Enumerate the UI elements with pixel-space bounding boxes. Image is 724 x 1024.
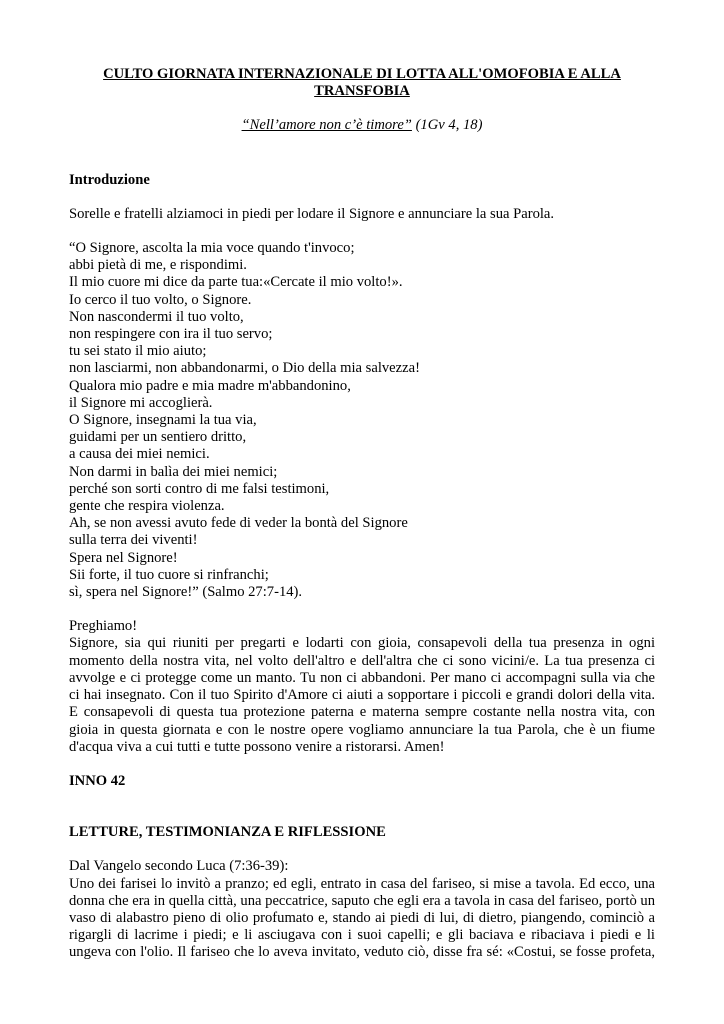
- psalm-line: O Signore, insegnami la tua via,: [69, 412, 257, 429]
- prayer-text: [69, 635, 655, 738]
- psalm-line: sulla terra dei viventi!: [69, 532, 198, 549]
- gospel-text: [69, 876, 655, 962]
- gospel-line: donna che era in quella città, una peccatrice, saputo che egli era a tavola in casa del fariseo, portò un: [69, 892, 655, 909]
- gospel-reference: Dal Vangelo secondo Luca (7:36-39):: [69, 858, 289, 875]
- psalm-line: gente che respira violenza.: [69, 498, 225, 515]
- psalm-line: Spera nel Signore!: [69, 549, 178, 566]
- psalm-line: abbi pietà di me, e rispondimi.: [69, 257, 247, 274]
- prayer-line: Signore, sia qui riuniti per pregarti e lodarti con gioia, consapevoli della tua presenza in ogni: [69, 635, 655, 652]
- title-line-2: TRANSFOBIA: [314, 83, 410, 100]
- subtitle-reference: (1Gv 4, 18): [411, 117, 483, 134]
- psalm-line: Sii forte, il tuo cuore si rinfranchi;: [69, 566, 269, 583]
- document-page: [69, 66, 655, 962]
- psalm-line: non lasciarmi, non abbandonarmi, o Dio della mia salvezza!: [69, 360, 420, 377]
- psalm-line: Ah, se non avessi avuto fede di veder la bontà del Signore: [69, 515, 408, 532]
- gospel-line: Uno dei farisei lo invitò a pranzo; ed egli, entrato in casa del fariseo, si mise a tavola. Ed ecco, una: [69, 875, 655, 892]
- gospel-line: ungeva con l'olio. Il fariseo che lo aveva invitato, veduto ciò, disse fra sé: «Costui, se fosse profeta,: [69, 944, 655, 961]
- psalm-line: a causa dei miei nemici.: [69, 446, 210, 463]
- psalm-line: Il mio cuore mi dice da parte tua:«Cercate il mio volto!».: [69, 274, 403, 291]
- psalm-line: non respingere con ira il tuo servo;: [69, 326, 273, 343]
- intro-heading: Introduzione: [69, 171, 150, 188]
- gospel-line: rigargli di lacrime i piedi; e li asciugava con i suoi capelli; e gli baciava e ribaciava i piedi e li: [69, 927, 655, 944]
- psalm-line: perché son sorti contro di me falsi testimoni,: [69, 480, 330, 497]
- psalm-line: “O Signore, ascolta la mia voce quando t'invoco;: [69, 240, 355, 257]
- intro-text: Sorelle e fratelli alziamoci in piedi per lodare il Signore e annunciare la sua Parola.: [69, 205, 555, 222]
- psalm-line: tu sei stato il mio aiuto;: [69, 343, 207, 360]
- prayer-line: ci hai insegnato. Con il tuo Spirito d'Amore ci aiuti a sopportare i piccoli e grandi dolori della vita.: [69, 687, 655, 704]
- psalm-line: Io cerco il tuo volto, o Signore.: [69, 291, 252, 308]
- psalm-line: il Signore mi accoglierà.: [69, 394, 213, 411]
- psalm-line: Non darmi in balìa dei miei nemici;: [69, 463, 278, 480]
- prayer-line: gioia in questa giornata e con le nostre opere vogliamo annunciare la tua Parola, che è un fiume: [69, 721, 655, 738]
- prayer-heading: Preghiamo!: [69, 618, 138, 635]
- document-title: [69, 66, 655, 100]
- psalm-line: Non nascondermi il tuo volto,: [69, 308, 244, 325]
- psalm-line: guidami per un sentiero dritto,: [69, 429, 247, 446]
- psalm-block: [69, 240, 655, 601]
- subtitle-quote: “Nell’amore non c’è timore”: [241, 117, 412, 134]
- prayer-last-line: d'acqua viva a cui tutti e tutte possono venire a ristorarsi. Amen!: [69, 738, 445, 755]
- title-line-1: CULTO GIORNATA INTERNAZIONALE DI LOTTA ALL'OMOFOBIA E ALLA: [103, 66, 621, 82]
- prayer-line: avvolge e ci protegge come un manto. Tu non ci abbandoni. Per mano ci accompagni sulla via che: [69, 669, 655, 686]
- prayer-line: momento della nostra vita, nel volto dell'altro e dell'altra che ci sono vicini/e. La tua presenza ci: [69, 652, 655, 669]
- document-subtitle: [69, 117, 655, 134]
- prayer-line: E consapevoli di questa tua protezione paterna e materna sempre costante nella nostra vita, con: [69, 704, 655, 721]
- readings-heading: LETTURE, TESTIMONIANZA E RIFLESSIONE: [69, 824, 386, 841]
- psalm-line: Qualora mio padre e mia madre m'abbandonino,: [69, 377, 351, 394]
- psalm-line: sì, spera nel Signore!” (Salmo 27:7-14).: [69, 584, 303, 601]
- gospel-line: vaso di alabastro pieno di olio profumato e, stando ai piedi di lui, di dietro, piangendo, cominciò a: [69, 909, 655, 926]
- hymn-heading: INNO 42: [69, 772, 126, 789]
